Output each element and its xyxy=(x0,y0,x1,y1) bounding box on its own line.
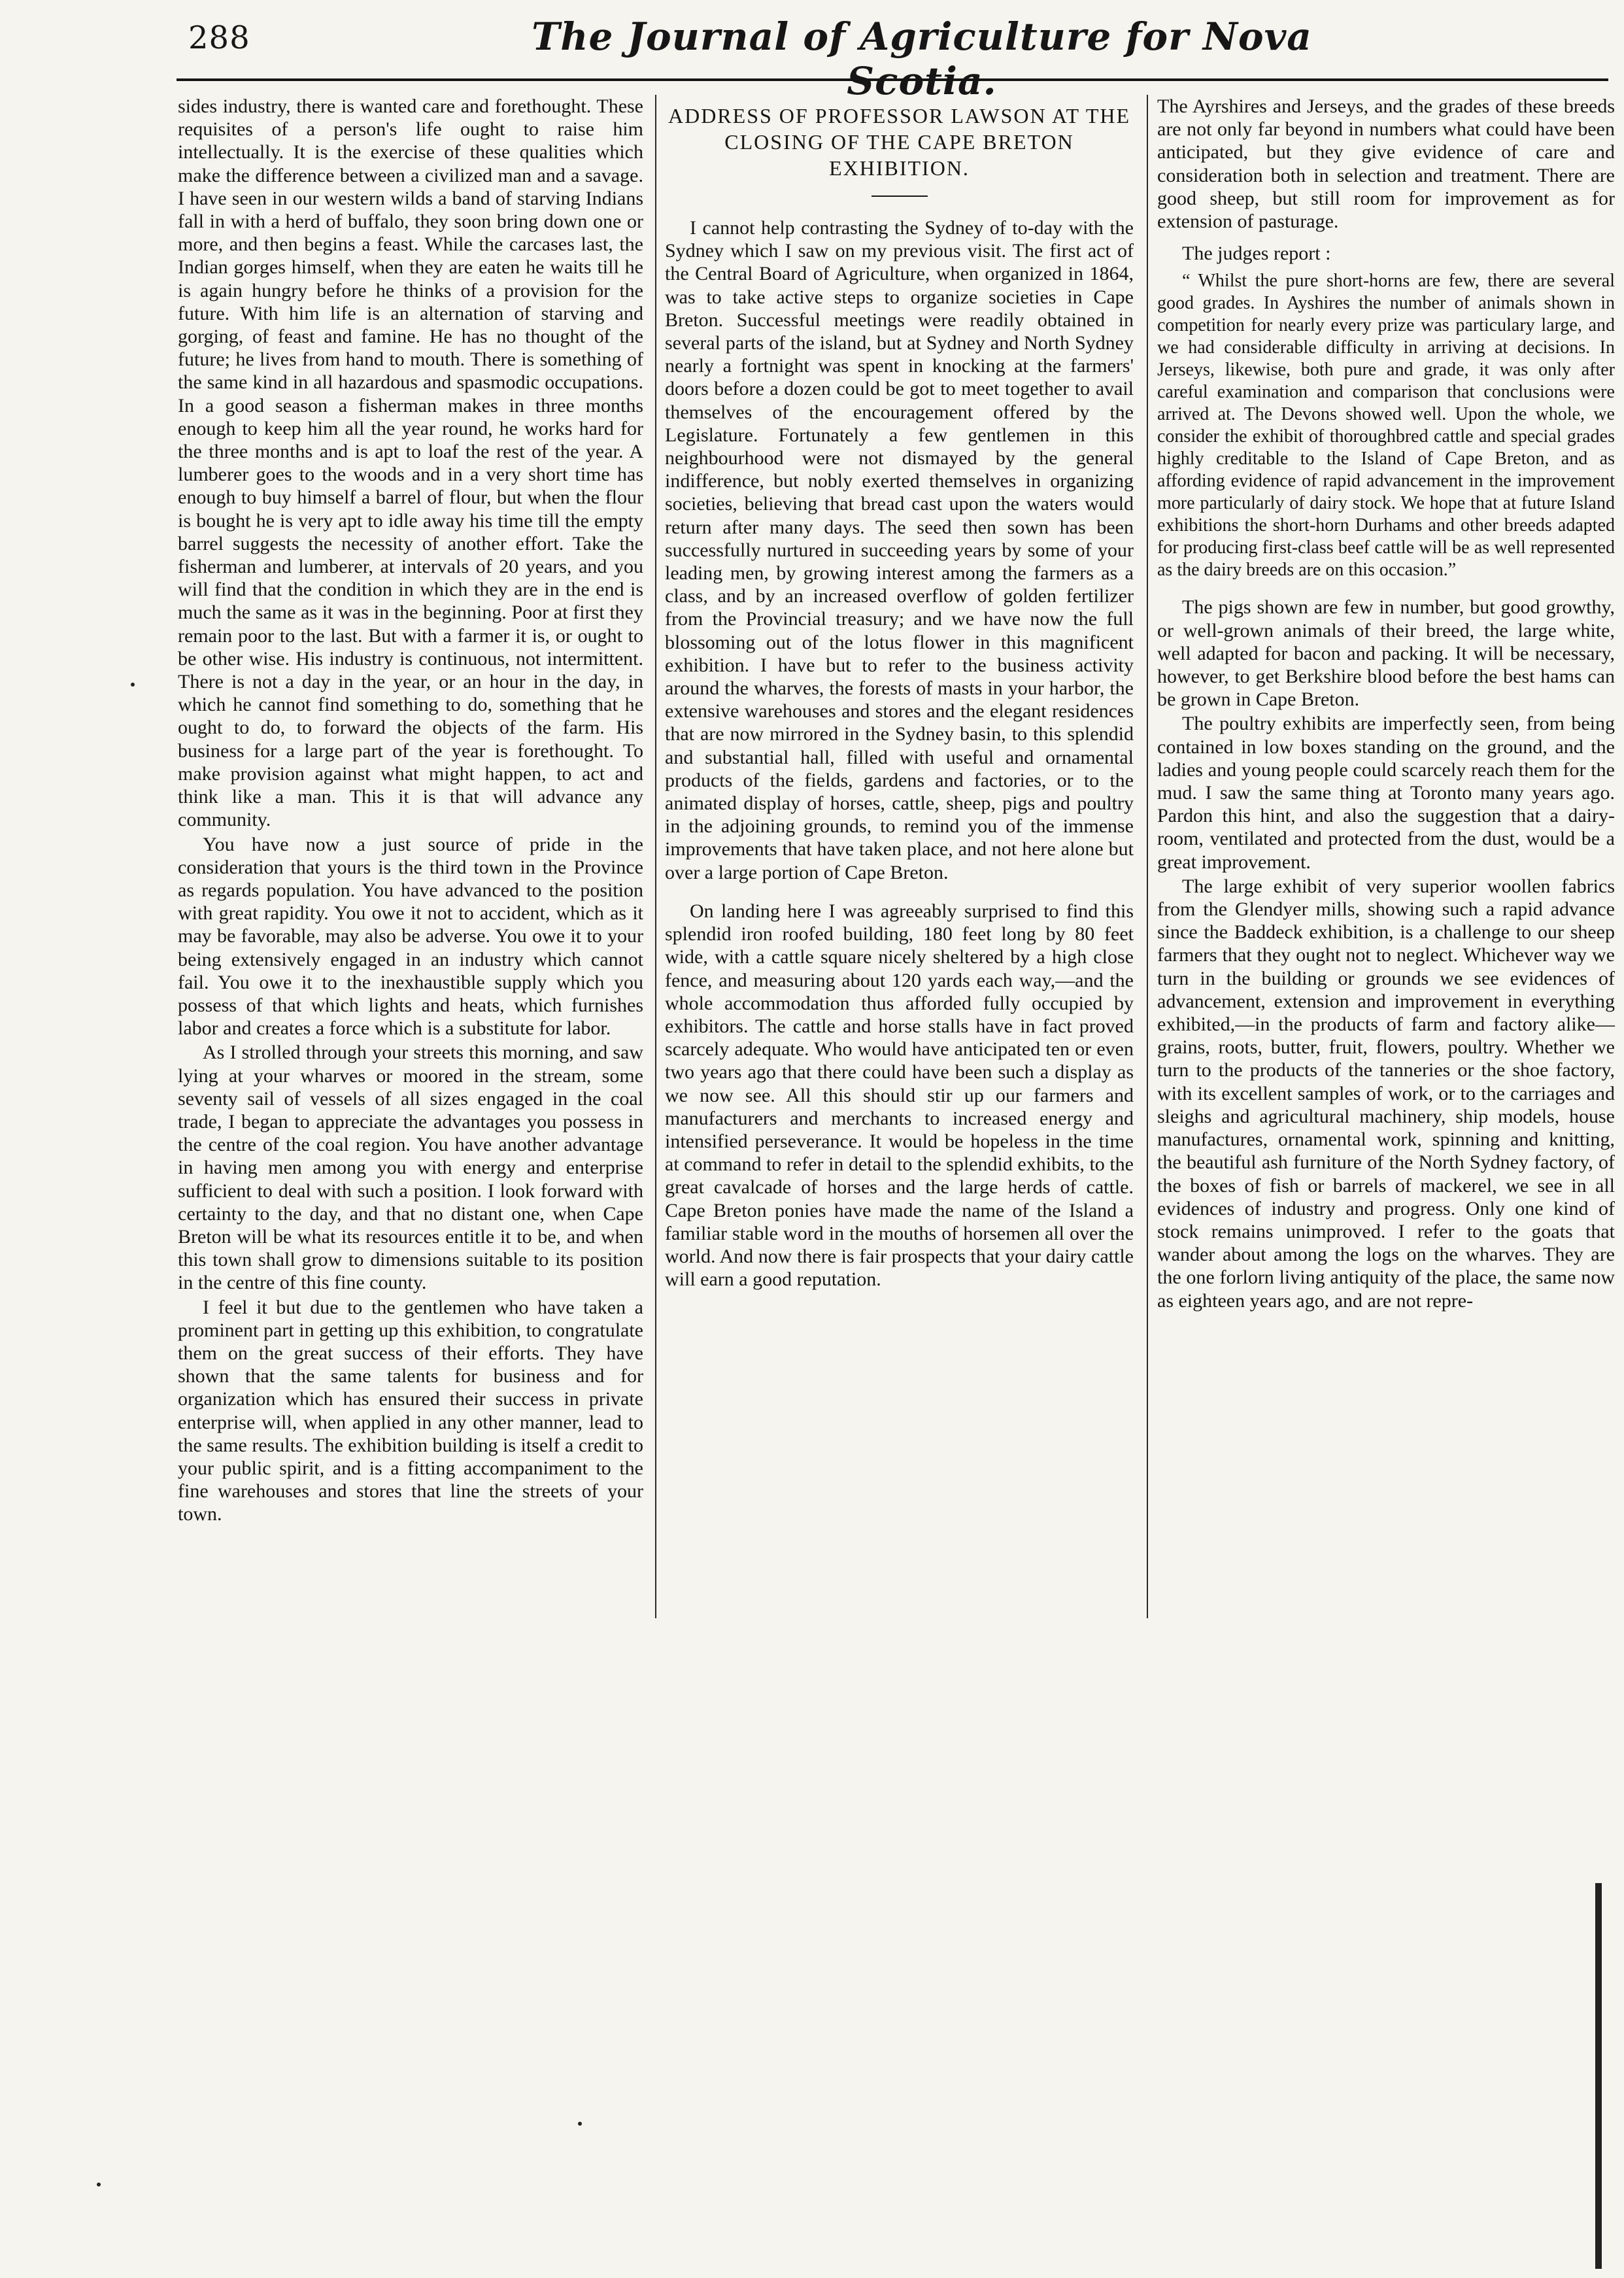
scan-speck xyxy=(97,2183,101,2186)
title-rule xyxy=(871,196,928,197)
article-title: ADDRESS OF PROFESSOR LAWSON AT THE CLOSING OF THE CAPE BRETON EXHIBITION. xyxy=(668,104,1131,180)
paragraph: You have now a just source of pride in the consideration that yours is the third town in the Province as regards population. You have advanced to the position with great rapidity. You owe it not to accident, which as it may be favorable, may also be adverse. You owe it to your being extensively engaged in an industry which cannot fail. You owe it to the inexhaustible supply which you possess of that which lights and heats, which furnishes labor and creates a force which is a substitute for labor. xyxy=(178,833,643,1040)
column-left xyxy=(178,95,643,1526)
scan-speck xyxy=(131,683,135,687)
paragraph: The pigs shown are few in number, but good growthy, or well-grown animals of their breed, the large white, well adapted for bacon and packing. It will be necessary, however, to get Berkshire blood before the best hams can be grown in Cape Breton. xyxy=(1157,596,1615,711)
column-right xyxy=(1157,95,1615,1312)
column-middle xyxy=(665,95,1134,1291)
column-rule-right xyxy=(1147,95,1148,1618)
paragraph: sides industry, there is wanted care and forethought. These requisites of a person's life ought to raise him intellectually. It is the exercise of these qualities which make the difference between a civilized man and a savage. I have seen in our western wilds a band of starving Indians fall in with a herd of buffalo, they soon bring down one or more, and then begins a feast. While the carcases last, the Indian gorges himself, when they are eaten he waits till he is again hungry before he thinks of a provision for the future. With him life is an alternation of starving and gorging, of feast and famine. He has no thought of the future; he lives from hand to mouth. There is something of the same kind in all hazardous and spasmodic occupations. In a good season a fisherman makes in three months enough to keep him all the year round, he works hard for the three months and is apt to loaf the rest of the year. A lumberer goes to the woods and in a very short time has enough to buy himself a barrel of flour, but when the flour is bought he is very apt to idle away his time till the empty barrel suggests the necessity of another effort. Take the fisherman and lumberer, at intervals of 20 years, and you will find that the condition in which they are in the end is much the same as it was in the beginning. Poor at first they remain poor to the last. But with a farmer it is, or ought to be other wise. His industry is continuous, not intermittent. There is not a day in the year, or an hour in the day, in which he cannot find something to do, something that he ought to do, to forward the objects of the farm. His business for a large part of the year is forethought. To make provision against what might happen, to act and think like a man. This it is that will advance any community. xyxy=(178,95,643,831)
paragraph: I cannot help contrasting the Sydney of to-day with the Sydney which I saw on my previous visit. The first act of the Central Board of Agriculture, when organized in 1864, was to take active steps to organize societies in Cape Breton. Successful meetings were readily obtained in several parts of the island, but at Sydney and North Sydney nearly a fortnight was spent in knocking at the farmers' doors before a dozen could be got to meet together to avail themselves of the encouragement offered by the Legislature. Fortunately a few gentlemen in this neighbourhood were not dismayed by the general indifference, but nobly exerted themselves in organizing societies, believing that bread cast upon the waters would return after many days. The seed then sown has been successfully nurtured in succeeding years by some of your leading men, by growing interest among the farmers as a class, and by an increased overflow of golden fertilizer from the Provincial treasury; and we have now the full blossoming out of the lotus flower in this magnificent exhibition. I have but to refer to the business activity around the wharves, the forests of masts in your harbor, the extensive warehouses and stores and the elegant residences that are now mirrored in the Sydney basin, to this splendid and substantial hall, filled with useful and ornamental products of the fields, gardens and factories, or to the animated display of horses, cattle, sheep, pigs and poultry in the adjoining grounds, to remind you of the immense improvements that have taken place, and not here alone but over a large portion of Cape Breton. xyxy=(665,217,1134,883)
page-number: 288 xyxy=(188,20,250,56)
scan-speck xyxy=(578,2122,582,2126)
paragraph: The large exhibit of very superior woollen fabrics from the Glendyer mills, showing such a rapid advance since the Baddeck exhibition, is a challenge to our sheep farmers that they ought not to neglect. Whichever way we turn in the building or grounds we see evidences of advancement, extension and improvement in everything exhibited,—in the products of farm and factory alike—grains, roots, butter, fruit, flowers, poultry. Whether we turn to the products of the tanneries or the shoe factory, with its excellent samples of work, or to the carriages and sleighs and agricultural machinery, ship models, house manufactures, ornamental work, spinning and knitting, the beautiful ash furniture of the North Sydney factory, of the boxes of fish or barrels of mackerel, we see in all evidences of industry and progress. Only one kind of stock remains unimproved. I refer to the goats that wander about among the logs on the wharves. They are the one forlorn living antiquity of the place, the same now as eighteen years ago, and are not repre- xyxy=(1157,875,1615,1312)
paragraph: The Ayrshires and Jerseys, and the grades of these breeds are not only far beyond in numbers what could have been anticipated, but they give evidence of care and consideration both in selection and treatment. There are good sheep, but still room for improvement as for extension of pasturage. xyxy=(1157,95,1615,233)
paragraph: I feel it but due to the gentlemen who have taken a prominent part in getting up this exhibition, to congratulate them on the great success of their efforts. They have shown that the same talents for business and for organization which has ensured their success in private enterprise will, when applied in any other manner, lead to the same results. The exhibition building is itself a credit to your public spirit, and is a fitting accompaniment to the fine warehouses and stores that line the streets of your town. xyxy=(178,1296,643,1525)
scan-edge-shadow xyxy=(1595,1883,1602,2269)
journal-title: The Journal of Agriculture for Nova Scotia. xyxy=(532,14,1312,103)
judges-report-label: The judges report : xyxy=(1182,243,1331,265)
column-rule-left xyxy=(655,95,656,1618)
paragraph: As I strolled through your streets this morning, and saw lying at your wharves or moored in the stream, some seventy sail of vessels of all sizes engaged in the coal trade, I began to appreciate the advantages you possess in the centre of the coal region. You have another advantage in having men among you with energy and enterprise sufficient to deal with such a position. I look forward with certainty to the day, and that no distant one, when Cape Breton will be what its resources entitle it to be, and when this town shall grow to dimensions suitable to its position in the centre of this fine county. xyxy=(178,1042,643,1294)
header-rule xyxy=(177,78,1608,81)
judges-quote: “ Whilst the pure short-horns are few, there are several good grades. In Ayshires the number of animals shown in competition for nearly every prize was particulary large, and we had considerable difficulty in arriving at decisions. In Jerseys, likewise, both pure and grade, it was only after careful examination and comparison that conclusions were arrived at. The Devons showed well. Upon the whole, we consider the exhibit of thoroughbred cattle and special grades highly creditable to the Island of Cape Breton, and as affording evidence of rapid advancement in the improvement more particularly of dairy stock. We hope that at future Island exhibitions the short-horn Durhams and other breeds adapted for producing first-class beef cattle will be as well represented as the dairy breeds are on this occasion.” xyxy=(1157,271,1615,581)
paragraph: The poultry exhibits are imperfectly seen, from being contained in low boxes standing on the ground, and the ladies and young people could scarcely reach them for the mud. I saw the same thing at Toronto many years ago. Pardon this hint, and also the suggestion that a dairy-room, ventilated and protected from the dust, would be a great improvement. xyxy=(1157,713,1615,873)
paragraph: On landing here I was agreeably surprised to find this splendid iron roofed building, 180 feet long by 80 feet wide, with a cattle square nicely sheltered by a high close fence, and measuring about 120 yards each way,—and the whole accommodation thus afforded fully occupied by exhibitors. The cattle and horse stalls have in fact proved scarcely adequate. Who would have anticipated ten or even two years ago that there could have been such a display as we now see. All this should stir up our farmers and manufacturers and merchants to increased energy and intensified perseverance. It would be hopeless in the time at command to refer in detail to the splendid exhibits, to the great cavalcade of horses and the large herds of cattle. Cape Breton ponies have made the name of the Island a familiar stable word in the mouths of horsemen all over the world. And now there is fair prospects that your dairy cattle will earn a good reputation. xyxy=(665,900,1134,1291)
